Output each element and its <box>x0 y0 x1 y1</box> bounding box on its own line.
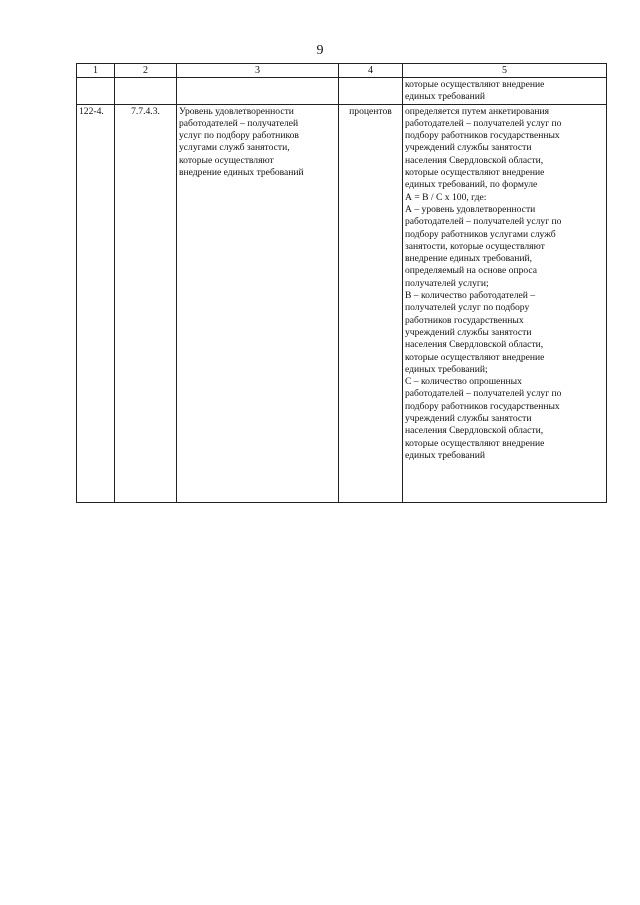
text-line: подбору работников государственных <box>405 130 560 142</box>
row-code-cell: 7.7.4.3. <box>115 104 177 502</box>
text-line: внедрение единых требований, <box>405 253 533 265</box>
text-line: которые осуществляют внедрение <box>405 79 545 90</box>
text-line: единых требований <box>405 449 486 461</box>
text-line: которые осуществляют внедрение <box>405 167 545 179</box>
text-line: работодателей – получателей услуг по <box>405 117 562 129</box>
text-line: учреждений службы занятости <box>405 413 532 425</box>
page-number: 9 <box>316 43 324 58</box>
continuation-row <box>77 78 607 105</box>
text-line: Уровень удовлетворенности <box>179 105 294 117</box>
cont-cell-3 <box>177 78 339 105</box>
text-line: внедрение единых требований <box>179 167 304 179</box>
text-line: населения Свердловской области, <box>405 425 544 437</box>
text-line: учреждений службы занятости <box>405 326 532 338</box>
text-line: определяемый на основе опроса <box>405 265 538 277</box>
text-line: занятости, которые осуществляют <box>405 240 545 252</box>
text-line: населения Свердловской области, <box>405 339 544 351</box>
header-col-3: 3 <box>177 64 339 78</box>
text-line: услуг по подбору работников <box>179 130 299 142</box>
header-col-1: 1 <box>77 64 115 78</box>
text-line: населения Свердловской области, <box>405 154 544 166</box>
unit-cell: процентов <box>339 104 403 502</box>
text-line: работодателей – получателей услуг по <box>405 216 562 228</box>
table-row <box>77 104 607 502</box>
text-line: В – количество работодателей – <box>405 290 536 302</box>
text-line: работодателей – получателей услуг по <box>405 388 562 400</box>
text-line: которые осуществляют <box>179 154 274 166</box>
cont-cell-2 <box>115 78 177 105</box>
text-line: услугами служб занятости, <box>179 142 290 154</box>
text-line: единых требований <box>405 91 486 103</box>
text-line: получателей услуги; <box>405 277 489 289</box>
text-line: работодателей – получателей <box>179 117 299 129</box>
text-line: единых требований; <box>405 363 488 375</box>
method-cell <box>403 104 607 502</box>
header-col-2: 2 <box>115 64 177 78</box>
text-line: которые осуществляют внедрение <box>405 437 545 449</box>
indicator-table <box>76 63 607 503</box>
text-line: А = В / С х 100, где: <box>405 191 487 203</box>
text-line: определяется путем анкетирования <box>405 105 550 117</box>
text-line: подбору работников государственных <box>405 400 560 412</box>
table-header-row <box>77 64 607 78</box>
header-col-4: 4 <box>339 64 403 78</box>
text-line: подбору работников услугами служб <box>405 228 556 240</box>
cont-cell-1 <box>77 78 115 105</box>
text-line: единых требований, по формуле <box>405 179 538 191</box>
cont-cell-4 <box>339 78 403 105</box>
row-number-cell: 122-4. <box>77 104 115 502</box>
header-col-5: 5 <box>403 64 607 78</box>
cont-cell-5 <box>403 78 607 105</box>
text-line: которые осуществляют внедрение <box>405 351 545 363</box>
text-line: получателей услуг по подбору <box>405 302 530 314</box>
text-line: работников государственных <box>405 314 524 326</box>
text-line: учреждений службы занятости <box>405 142 532 154</box>
text-line: А – уровень удовлетворенности <box>405 203 536 215</box>
indicator-name-cell <box>177 104 339 502</box>
text-line: С – количество опрошенных <box>405 376 522 388</box>
